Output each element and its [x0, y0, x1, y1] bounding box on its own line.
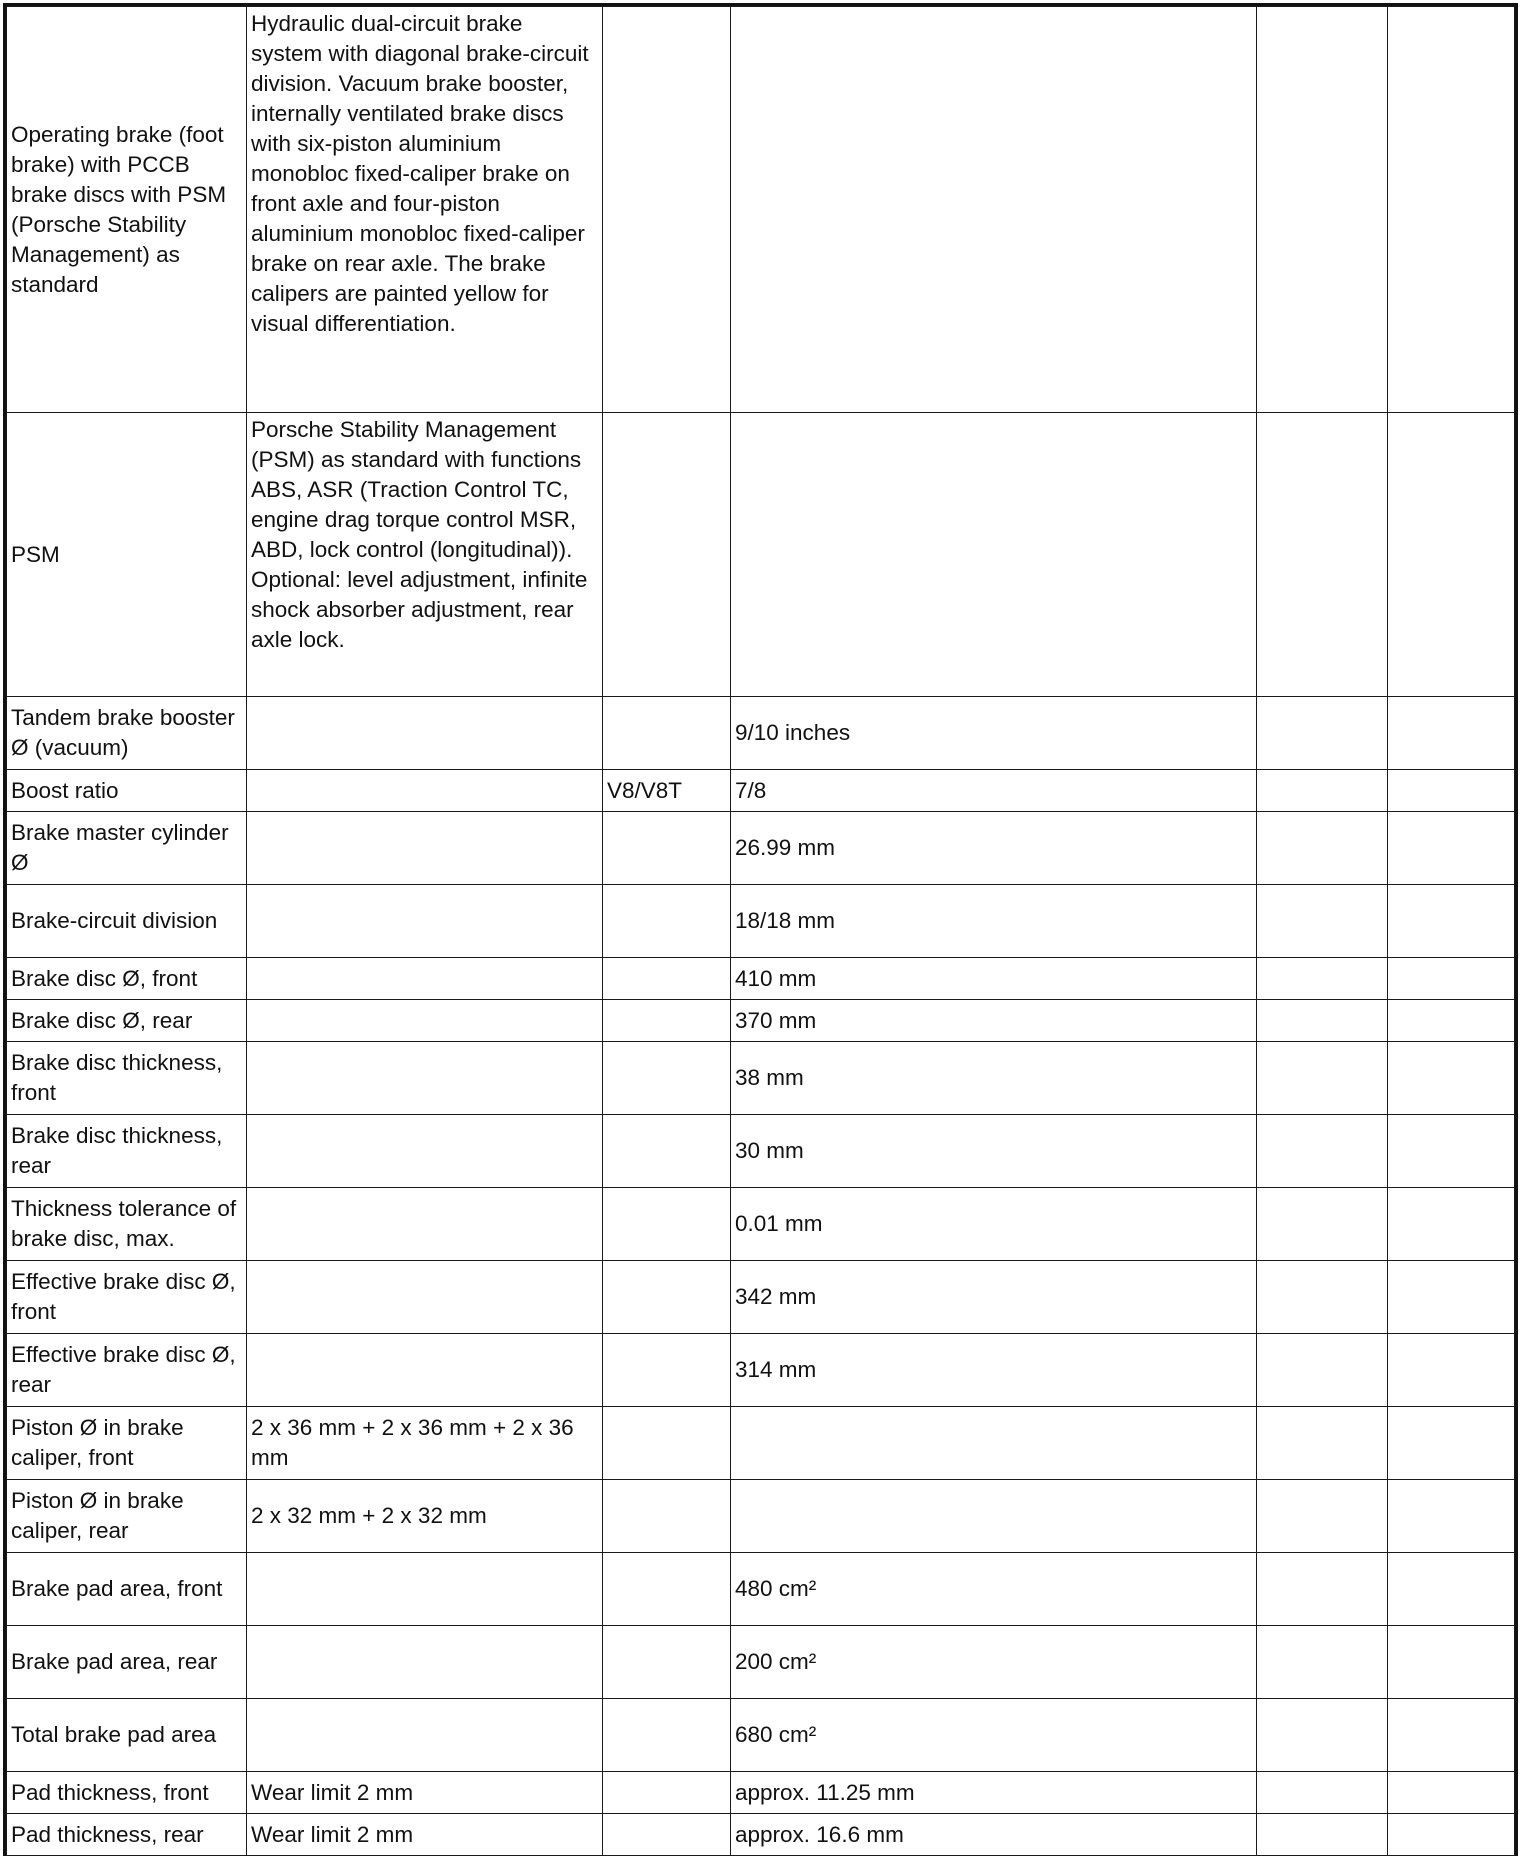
row-extra-1	[1257, 1480, 1388, 1553]
row-description	[247, 1553, 603, 1626]
row-label: PSM	[7, 413, 247, 697]
table-row	[7, 1115, 1515, 1188]
row-label: Tandem brake booster Ø (vacuum)	[7, 697, 247, 770]
table-row	[7, 1407, 1515, 1480]
row-description	[247, 1188, 603, 1261]
row-label: Brake disc thickness, rear	[7, 1115, 247, 1188]
table-row	[7, 1814, 1515, 1856]
row-extra-1	[1257, 1814, 1388, 1856]
row-label: Piston Ø in brake caliper, front	[7, 1407, 247, 1480]
table-row	[7, 1042, 1515, 1115]
row-label: Brake disc thickness, front	[7, 1042, 247, 1115]
row-extra-1	[1257, 1000, 1388, 1042]
row-value: 480 cm²	[731, 1553, 1257, 1626]
row-extra-1	[1257, 1699, 1388, 1772]
table-row	[7, 885, 1515, 958]
row-description	[247, 1042, 603, 1115]
row-extra-2	[1388, 1553, 1515, 1626]
table-row	[7, 7, 1515, 413]
row-model	[603, 1407, 731, 1480]
row-extra-2	[1388, 413, 1515, 697]
row-description	[247, 958, 603, 1000]
row-model: V8/V8T	[603, 770, 731, 812]
table-row	[7, 1000, 1515, 1042]
row-model	[603, 697, 731, 770]
table-row	[7, 1772, 1515, 1814]
row-extra-1	[1257, 413, 1388, 697]
row-extra-1	[1257, 812, 1388, 885]
row-label: Pad thickness, rear	[7, 1814, 247, 1856]
row-label: Thickness tolerance of brake disc, max.	[7, 1188, 247, 1261]
table-row	[7, 1626, 1515, 1699]
row-description	[247, 697, 603, 770]
brake-spec-table	[6, 6, 1515, 1856]
row-extra-1	[1257, 1188, 1388, 1261]
row-extra-1	[1257, 7, 1388, 413]
row-value: approx. 11.25 mm	[731, 1772, 1257, 1814]
row-description: Wear limit 2 mm	[247, 1772, 603, 1814]
row-model	[603, 1000, 731, 1042]
row-extra-2	[1388, 1115, 1515, 1188]
row-description	[247, 1000, 603, 1042]
row-label: Effective brake disc Ø, rear	[7, 1334, 247, 1407]
row-extra-1	[1257, 958, 1388, 1000]
row-value: 38 mm	[731, 1042, 1257, 1115]
row-extra-1	[1257, 697, 1388, 770]
row-extra-2	[1388, 1407, 1515, 1480]
table-row	[7, 697, 1515, 770]
row-description	[247, 1334, 603, 1407]
row-value: 370 mm	[731, 1000, 1257, 1042]
row-model	[603, 1814, 731, 1856]
row-model	[603, 1699, 731, 1772]
row-value	[731, 1480, 1257, 1553]
row-description	[247, 812, 603, 885]
table-row	[7, 1261, 1515, 1334]
row-value	[731, 1407, 1257, 1480]
row-description	[247, 770, 603, 812]
row-model	[603, 1261, 731, 1334]
row-model	[603, 7, 731, 413]
row-label: Brake master cylinder Ø	[7, 812, 247, 885]
row-description: Porsche Stability Management (PSM) as standard with functions ABS, ASR (Traction Control TC, engine drag torque control MSR, ABD, lock control (longitudinal)). Optional: level adjustment, infinite shock absorber adjustment, rear axle lock.	[247, 413, 603, 697]
row-model	[603, 958, 731, 1000]
spec-table-body	[7, 7, 1515, 1856]
row-value: 342 mm	[731, 1261, 1257, 1334]
row-label: Boost ratio	[7, 770, 247, 812]
row-extra-1	[1257, 1772, 1388, 1814]
row-value	[731, 7, 1257, 413]
row-value: 314 mm	[731, 1334, 1257, 1407]
row-value	[731, 413, 1257, 697]
row-extra-2	[1388, 1334, 1515, 1407]
row-extra-1	[1257, 1334, 1388, 1407]
row-description	[247, 1115, 603, 1188]
row-extra-2	[1388, 885, 1515, 958]
row-label: Brake disc Ø, rear	[7, 1000, 247, 1042]
row-extra-1	[1257, 885, 1388, 958]
row-extra-1	[1257, 1261, 1388, 1334]
row-model	[603, 1115, 731, 1188]
row-model	[603, 1772, 731, 1814]
row-extra-2	[1388, 1699, 1515, 1772]
row-value: 680 cm²	[731, 1699, 1257, 1772]
row-extra-2	[1388, 770, 1515, 812]
row-model	[603, 812, 731, 885]
row-extra-1	[1257, 1553, 1388, 1626]
row-description: Wear limit 2 mm	[247, 1814, 603, 1856]
table-row	[7, 1699, 1515, 1772]
row-label: Brake disc Ø, front	[7, 958, 247, 1000]
row-extra-2	[1388, 1261, 1515, 1334]
row-label: Effective brake disc Ø, front	[7, 1261, 247, 1334]
row-value: 18/18 mm	[731, 885, 1257, 958]
row-value: 30 mm	[731, 1115, 1257, 1188]
row-model	[603, 885, 731, 958]
row-value: 7/8	[731, 770, 1257, 812]
row-label: Brake pad area, rear	[7, 1626, 247, 1699]
row-extra-2	[1388, 812, 1515, 885]
table-row	[7, 770, 1515, 812]
row-extra-2	[1388, 1626, 1515, 1699]
row-model	[603, 413, 731, 697]
row-description	[247, 885, 603, 958]
row-model	[603, 1480, 731, 1553]
row-extra-1	[1257, 1407, 1388, 1480]
row-description: Hydraulic dual-circuit brake system with diagonal brake-circuit division. Vacuum brake booster, internally ventilated brake discs with six-piston aluminium monobloc fixed-caliper brake on front axle and four-piston aluminium monobloc fixed-caliper brake on rear axle. The brake calipers are painted yellow for visual differentiation.	[247, 7, 603, 413]
row-label: Total brake pad area	[7, 1699, 247, 1772]
row-value: 9/10 inches	[731, 697, 1257, 770]
row-label: Brake pad area, front	[7, 1553, 247, 1626]
row-extra-1	[1257, 1042, 1388, 1115]
table-row	[7, 413, 1515, 697]
row-value: 26.99 mm	[731, 812, 1257, 885]
row-label: Brake-circuit division	[7, 885, 247, 958]
row-extra-2	[1388, 1814, 1515, 1856]
row-extra-1	[1257, 1626, 1388, 1699]
row-extra-2	[1388, 697, 1515, 770]
row-model	[603, 1626, 731, 1699]
row-model	[603, 1188, 731, 1261]
row-extra-2	[1388, 1772, 1515, 1814]
row-label: Piston Ø in brake caliper, rear	[7, 1480, 247, 1553]
row-description	[247, 1699, 603, 1772]
row-model	[603, 1553, 731, 1626]
row-extra-2	[1388, 958, 1515, 1000]
table-row	[7, 1480, 1515, 1553]
row-extra-1	[1257, 1115, 1388, 1188]
table-row	[7, 1188, 1515, 1261]
table-row	[7, 812, 1515, 885]
row-model	[603, 1334, 731, 1407]
table-row	[7, 1553, 1515, 1626]
row-value: 410 mm	[731, 958, 1257, 1000]
row-description	[247, 1261, 603, 1334]
row-label: Pad thickness, front	[7, 1772, 247, 1814]
row-description	[247, 1626, 603, 1699]
row-value: 200 cm²	[731, 1626, 1257, 1699]
row-extra-1	[1257, 770, 1388, 812]
row-value: approx. 16.6 mm	[731, 1814, 1257, 1856]
row-label: Operating brake (foot brake) with PCCB brake discs with PSM (Porsche Stability Management) as standard	[7, 7, 247, 413]
row-description: 2 x 36 mm + 2 x 36 mm + 2 x 36 mm	[247, 1407, 603, 1480]
row-extra-2	[1388, 1042, 1515, 1115]
row-extra-2	[1388, 7, 1515, 413]
row-description: 2 x 32 mm + 2 x 32 mm	[247, 1480, 603, 1553]
row-model	[603, 1042, 731, 1115]
table-row	[7, 958, 1515, 1000]
row-extra-2	[1388, 1000, 1515, 1042]
row-extra-2	[1388, 1188, 1515, 1261]
row-value: 0.01 mm	[731, 1188, 1257, 1261]
row-extra-2	[1388, 1480, 1515, 1553]
table-row	[7, 1334, 1515, 1407]
